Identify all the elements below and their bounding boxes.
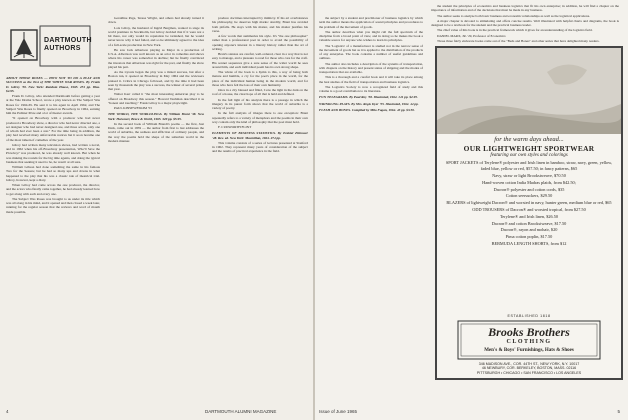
article-paragraph: The author seeks to analyze both basic business and economic relationships as well as the logistical applications. [437,13,591,18]
article-paragraph: The author also includes a description of the systems of transportation, with chapters on the history and present status of shipping and the modes of transportation that are available. [319,61,423,74]
article-paragraph: ELEMENTS OF BUSINESS STATISTICS. By Ezekiel Zittrower '28. Rev. ed. New York: Macmillan, 1964. 274 pp. [212,131,308,140]
article-paragraph: The author describes what you might call the full spectrum of the discipline from a broad point of view, and in doing so he makes the book a valuable source for anyone who wishes to learn its principles. [319,29,423,43]
ad-item: BERMUDA LENGTH SHORTS, from $12 [491,240,567,246]
ad-illustration [437,48,621,134]
ad-headline-3: featuring our own styles and colorings [490,153,568,158]
ad-item: Hand-woven cotton India Madras plaids, from $42.50; [482,179,576,185]
article-paragraph: The Logistics Society is now a recognized field of study and this volume is a good contribution to its literature. [319,84,423,93]
page-number-left: 4 [6,409,9,414]
article-paragraph: FLESH AND BONES. Compiled by Milo Fagan, 1964. 43 pp. $3.50. [319,107,415,112]
article-paragraph: The whole of the book is a hymn to this, a way of being both mature and humble, a cry for the poet's place in the world, for the place of the individual human being in the modern world, and for those who have felt the loss of their own humanity. [212,70,308,87]
article-paragraph: the student the principles of economics and business logistics that fit his own enterprise; in addition, he will find a chapter on the importance of information and of the decisions that must be made in any business. [431,4,619,13]
article-paragraph: In the full analysis of images there is one exception: Brant repeatedly refers to a variety of metaphors and the poems in their own way contain only the kind of philosophy that the poet must hold. [212,111,308,124]
article-paragraph: A major chapter is devoted to stimulating and offers concise results. Well illustrated with helpful charts and diagrams, the book is designed to be a textbook for the student and the practical business leader. [431,18,619,27]
left-page [0,0,313,420]
article-paragraph: The 'Logistics' of a manufacturer is studied not in the narrow sense of the movement of goods but as it is applied to the distribution of the products of any enterprise. The book contains a number of useful guidelines and outlines. [319,43,423,61]
ad-item: Terylene® and Irish linen, $26.50 [499,213,559,219]
ad-address: 346 MADISON AVE., COR. 44TH ST., NEW YORK, N.Y. 10017 46 NEWBURY, COR. BERKELEY, BOSTON, MASS. 02116 PITTSBURGH • CHICAGO • SAN FRANCISCO • LOS ANGELES [476,362,582,375]
brand-tagline: Men's & Boys' Furnishings, Hats & Shoes [484,348,574,353]
ad-item: Pima cotton poplin, $17.50 [505,234,553,240]
article-paragraph: WRINKLING PLAYS. By Mrs. Regis Dyer '55. Illustrated, 1964. 44 pp. [319,101,419,106]
article-paragraph: As the tryouts began the play was a mixed success, but after a Boston run, it opened on Broadway in May 1964 and the reviewers praised it. Critics in Chicago followed, and by the time it had been seen by thousands the play was a success, the winner of several prizes that year. [108,70,204,91]
ad-item: Dacron®, rayon and mohair, $20 [500,227,558,233]
article-paragraph: A few words that summarize his style. It's "the one philosopher" rather than a professional poet in order to avoid the possibility of opening anyone's interest in a literary history rather than the art of writing. [212,34,308,51]
article-paragraph: Walter Kerr called it "the most interesting American play to be offered on Broadway this season." Howard Taubman described it as "honest and touching." Frank Gilroy is a major playwright. [108,92,204,105]
page-number-right: 5 [617,409,620,414]
ad-item: SPORT JACKETS of Terylene® polyester and Irish linen in bamboo, straw, navy, green, yellow, faded blue, yellow or red, $57.50; in fancy patterns, $65 [445,160,613,172]
section-title: DARTMOUTH AUTHORS [44,37,92,52]
brooks-brothers-ad [435,46,623,380]
article-paragraph: THE WORLD, THE WORLDLINGS. By William Brant '38. New York: Harcourt, Brace & World, 1965. 320 pp. $5.95. [108,112,204,121]
article-paragraph: In the second book of William Brandt's poems — the first, Just Dark, came out in 1959 — the author from first to last addresses the world of suburbia, the sadness and affliction of ordinary people, and the way the poems hold the shape of the suburban world in the modern manner. [108,121,204,143]
left-column-3 [212,16,308,406]
brand-name: Brooks Brothers [488,325,570,339]
ad-headline-2: OUR LIGHTWEIGHT SPORTWEAR [463,144,595,153]
article-paragraph: produce doctrines interrupted by mimicry. If his art overbalances his philosophy, he deserves high marks: sturdily, Brant has avoided both pitfalls. He stays with his matter, and his matter justifies his verse. [212,16,308,33]
article-paragraph: F. CUDWORTH FLINT [218,125,252,129]
article-paragraph: Brant's stanzas are careful, well-ordered, clear in a way that is not easy to manage, and a pleasure to read for those who care for the craft. His sonnet sequences give a sure sense of the wider world he sees around him, and each individual poem has its own strong shape. [212,52,308,69]
article-paragraph: This is a thorough and a careful book and it will take its place among the best studies of the field of transportation and business logistics. [319,75,423,84]
magazine-name: DARTMOUTH ALUMNI MAGAZINE [205,409,277,414]
right-page [315,0,628,420]
article-paragraph: ABOUT THOSE ROSES — HOW NOT TO DO A PLAY AND SUCCEED as the Text of THE WHITE WAR ROSES. By Frank D. Gilroy '50. New York: Random House, 1965. 251 pp. Illus. $4.95. [6,76,100,93]
article-paragraph: Geraldine Page, Teresa Wright, and others had already turned it down. [108,16,204,25]
article-paragraph: FUN TELEGRAMS. By Paul Roy '58. Illustrated, 1964. 141 pp. $2.95. [319,95,418,100]
ad-established: ESTABLISHED 1818 [507,314,551,318]
article-paragraph: Those three fairly elaborate books come out of the "Beds and Bones" and other series that have delighted many readers. [437,38,600,43]
article-paragraph: He saw Jack Albertson playing as Major in a production of U.S.A. Albertson was well known as an actor in comedies and shows where his career was somewhat in decline; but he finally convinced the investors that Albertson was right for the part, and finally the show played his part. [108,47,204,69]
ad-headline-1: for the warm days ahead... [494,136,564,143]
article-paragraph: "It opened on Broadway with a producer who had never produced a Broadway show, a director who had never directed one, a set designer who had never designed one, and three actors, only one of whom had ever been a star." For the time being in addition, the play had received many unfavorable notices but it soon became one of the most talked-of comedies of the year. [6,116,100,142]
left-column-2 [108,16,204,406]
article-paragraph: DANIEL MARX, JR. '29, Professor of Economics [437,33,506,38]
article-paragraph: In the full light of his analysis there is a passage in which the imagery in its purest form shows that the world of suburbia is a variety of poetry. [212,97,308,110]
right-column-1 [319,16,423,406]
article-paragraph: The chief value of this book is in the practical framework which it gives for an understanding of the logistics field. [437,28,593,33]
issue-date: Issue of June 1965 [319,409,358,414]
article-paragraph: Lois Gilroy, the husband of Ingrid Bergman, wanted to stage its world premiere in Stockholm, but Gilroy decided that if it were not a hit there, not only would its reputation be tarnished, but he would never know why it had failed, and so he ultimately agreed to the idea of a full-scale production in New York. [108,25,204,47]
article-paragraph: The Subject Was Roses was brought to us under its title which was all along in his mind, and it opened and then closed a week later, running for the regular season that the reviews and word of mouth made possible. [6,196,100,214]
left-column-1 [6,74,100,406]
brand-sub: CLOTHING [506,339,552,345]
article-paragraph: Once in a city blessed and filled, I saw the light in the dark on the roof of a house, the clear hope of all that is held and defined. [212,88,308,97]
ad-item: Dacron® polyester and cotton cords, $35 [493,186,565,192]
ad-item: Navy, straw or light Brookstweave, $70.50 [492,173,566,178]
article-paragraph: When Gilroy had come across the one producer, the director, and the actors who finally came together, he had already learned how to get along with each and every one. [6,183,100,196]
article-paragraph: PAUL KINSEWESKIM '53 [114,106,152,110]
article-paragraph: This volume consists of a series of lectures presented at Stanford in 1962. They represent many years of consideration of the subject and the results of practical experience in the field. [212,140,308,154]
ad-item: BLAZERS of lightweight Dacron® and worsted in navy, hunter green, medium blue or red, $65 [446,200,612,206]
article-paragraph: Gilroy had written many television shows, had written a novel, and in 1962 when his off-Broadway presentation, Who'll Save the Plowboy? was produced, he was already well known. But when he was making the rounds for the big time agents, and doing the typical business that seeking it used to be, he wasn't at all sure. [6,142,100,164]
article-paragraph: Frank D. Gilroy, who attended Dartmouth before getting a year at the Yale Drama School, wrote a play known as The Subject Was Roses for 1964-65. He sent it to his agent in April 1962, and The Subject Was Roses is finally opened on Broadway in 1964, earning him the Pulitzer Prize and a lot of theater awards. [6,94,100,115]
brooks-brothers-logo [457,320,601,360]
article-paragraph: William Gibson had done something the same in his famous Two for the Seesaw, but he had so many ups and downs in what happened to the play that his was a classic tale of theatrical trial. Gilroy, however, kept a diary. [6,165,100,182]
ad-item: Cotton seersuckers, $29.50 [505,193,553,199]
article-paragraph: the subject by a student and practitioner of business logistics by which term the author means the application of sound principles and procedures to the problem of the movement of goods. [319,16,423,29]
ad-item-list [443,160,615,248]
ad-item: ODD TROUSERS of Dacron® and worsted tropical, from $27.50 [472,206,586,212]
right-column-2 [431,4,619,44]
ad-item: Dacron® and cotton Brookstweave, $17.50 [491,220,567,226]
